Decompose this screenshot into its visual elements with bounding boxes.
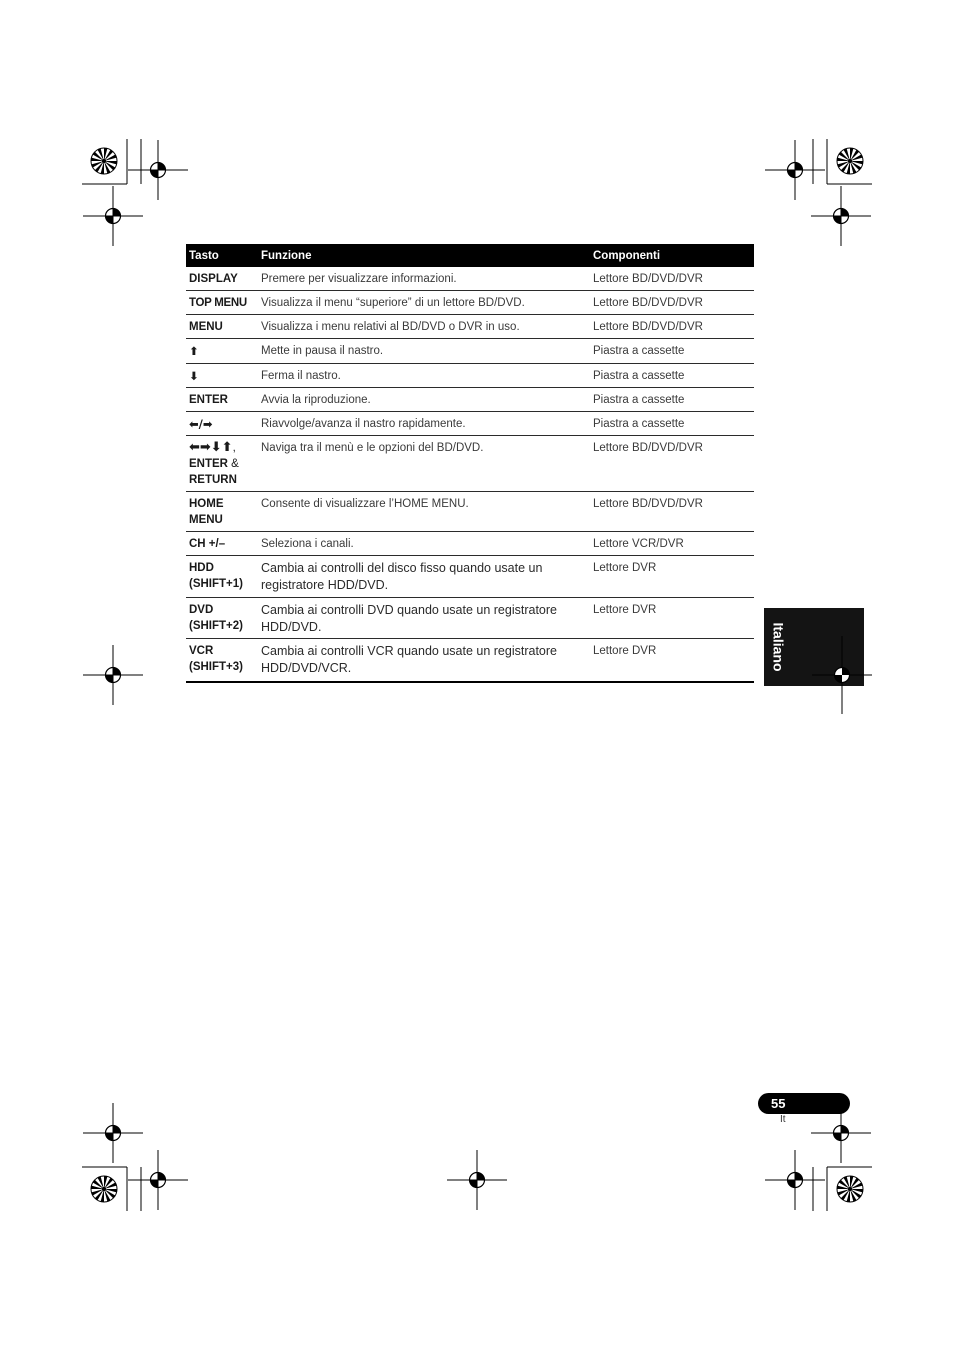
table-row	[186, 412, 754, 436]
function-cell: Consente di visualizzare l’HOME MENU.	[261, 498, 469, 510]
function-cell: Seleziona i canali.	[261, 538, 354, 550]
key-cell: DISPLAY	[189, 273, 238, 285]
component-cell: Piastra a cassette	[593, 394, 685, 406]
table-row	[186, 532, 754, 556]
key-cell: ENTER	[189, 394, 228, 406]
arrow-left-right-icon: ⬅/➡	[189, 417, 213, 431]
function-cell: Visualizza i menu relativi al BD/DVD o DVR in uso.	[261, 321, 520, 333]
component-cell: Lettore BD/DVD/DVR	[593, 273, 703, 285]
language-tab-label-wrap	[764, 608, 792, 686]
header-key: Tasto	[189, 249, 219, 262]
table-header	[186, 244, 754, 267]
header-function: Funzione	[261, 249, 312, 262]
key-line2: (SHIFT+3)	[189, 661, 243, 673]
component-cell: Piastra a cassette	[593, 370, 685, 382]
key-cell	[186, 436, 261, 491]
key-line1: VCR	[189, 645, 214, 657]
page-number: 55	[758, 1093, 850, 1114]
function-cell: Visualizza il menu “superiore” di un lettore BD/DVD.	[261, 297, 525, 309]
component-cell: Lettore BD/DVD/DVR	[593, 321, 703, 333]
table-row	[186, 315, 754, 339]
key-line1: HOME	[189, 498, 224, 510]
component-cell: Lettore BD/DVD/DVR	[593, 297, 703, 309]
table-row	[186, 267, 754, 291]
key-cell: MENU	[189, 321, 223, 333]
table-row	[186, 639, 754, 683]
table-row	[186, 598, 754, 639]
component-cell: Lettore BD/DVD/DVR	[593, 498, 703, 510]
arrow-up-icon: ⬆	[189, 344, 199, 358]
key-cell	[186, 556, 261, 597]
component-cell: Lettore DVR	[593, 604, 657, 616]
key-cell	[186, 598, 261, 638]
key-line1: HDD	[189, 562, 214, 574]
table-row	[186, 388, 754, 412]
function-cell: Cambia ai controlli DVD quando usate un registratore HDD/DVD.	[261, 603, 557, 634]
component-cell: Lettore VCR/DVR	[593, 538, 684, 550]
key-line2: MENU	[189, 514, 223, 526]
header-component: Componenti	[593, 249, 661, 262]
table-row	[186, 436, 754, 492]
component-cell: Piastra a cassette	[593, 345, 685, 357]
table-row	[186, 364, 754, 388]
function-cell: Avvia la riproduzione.	[261, 394, 371, 406]
component-cell: Piastra a cassette	[593, 418, 685, 430]
key-enter: ENTER	[189, 458, 228, 470]
page-language-code: It	[780, 1114, 786, 1125]
table-row	[186, 291, 754, 315]
key-cell	[186, 492, 261, 531]
language-tab-label: Italiano	[770, 622, 787, 672]
component-cell: Lettore BD/DVD/DVR	[593, 442, 703, 454]
function-cell: Premere per visualizzare informazioni.	[261, 273, 457, 285]
table-row	[186, 339, 754, 364]
function-cell: Cambia ai controlli VCR quando usate un registratore HDD/DVD/VCR.	[261, 644, 557, 675]
function-cell: Riavvolge/avanza il nastro rapidamente.	[261, 418, 466, 430]
table-row	[186, 492, 754, 532]
table-row	[186, 556, 754, 598]
remote-functions-table	[186, 244, 754, 683]
function-cell: Cambia ai controlli del disco fisso quando usate un registratore HDD/DVD.	[261, 561, 543, 592]
component-cell: Lettore DVR	[593, 645, 657, 657]
key-line2: (SHIFT+1)	[189, 578, 243, 590]
function-cell: Mette in pausa il nastro.	[261, 345, 384, 357]
key-cell	[186, 639, 261, 681]
key-return: RETURN	[189, 474, 237, 486]
component-cell: Lettore DVR	[593, 562, 657, 574]
key-cell: TOP MENU	[189, 297, 247, 309]
key-line1: DVD	[189, 604, 214, 616]
key-line2: (SHIFT+2)	[189, 620, 243, 632]
key-ampersand: &	[227, 458, 239, 470]
arrow-down-icon: ⬇	[189, 369, 199, 383]
key-separator: ,	[232, 442, 236, 454]
key-cell: CH +/–	[189, 538, 226, 550]
function-cell: Ferma il nastro.	[261, 370, 341, 382]
arrow-keys-icon: ⬅➡⬇⬆	[189, 440, 233, 455]
function-cell: Naviga tra il menù e le opzioni del BD/DVD.	[261, 442, 484, 454]
language-side-tab	[764, 608, 864, 686]
